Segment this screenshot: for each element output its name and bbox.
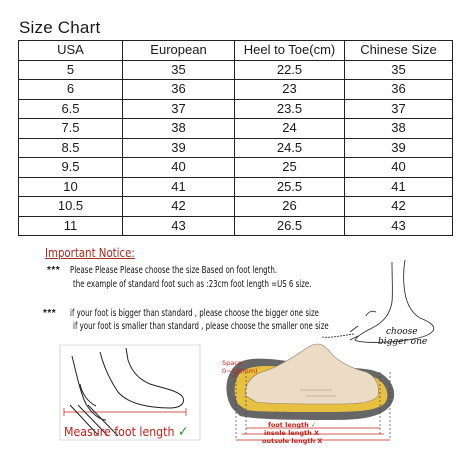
cell-heel-to-toe: 26.5 xyxy=(235,216,345,236)
outsole-length-text: outsole length xyxy=(262,437,316,445)
foot-length-label xyxy=(268,421,317,429)
notice-line-4: if your foot is smaller than standard , please choose the smaller one size xyxy=(73,321,329,332)
outsole-length-label xyxy=(262,437,322,445)
measure-foot-text: Measure foot length xyxy=(64,424,175,439)
cell-usa: 8.5 xyxy=(19,138,123,158)
cell-heel-to-toe: 24.5 xyxy=(235,138,345,158)
cell-usa: 7.5 xyxy=(19,119,123,139)
cell-usa: 5 xyxy=(19,60,123,80)
notice-line-1: Please Please Please choose the size Based on foot length. xyxy=(70,265,278,276)
cell-heel-to-toe: 25 xyxy=(235,158,345,178)
measure-foot-label xyxy=(64,424,188,440)
choose-note-line-2: bigger one xyxy=(378,337,428,347)
cell-usa: 9.5 xyxy=(19,158,123,178)
space-label-line-2: 0~15(mm) xyxy=(222,367,258,375)
cell-chinese: 38 xyxy=(345,119,453,139)
space-label-line-1: Space xyxy=(222,359,242,367)
cell-chinese: 41 xyxy=(345,177,453,197)
cell-heel-to-toe: 22.5 xyxy=(235,60,345,80)
bullet-marker: *** xyxy=(47,265,61,276)
cell-chinese: 36 xyxy=(345,80,453,100)
page-title: Size Chart xyxy=(19,18,101,37)
cell-heel-to-toe: 24 xyxy=(235,119,345,139)
bullet-marker: *** xyxy=(43,308,57,319)
cell-european: 43 xyxy=(123,216,235,236)
cell-european: 37 xyxy=(123,99,235,119)
cell-usa: 10.5 xyxy=(19,197,123,217)
cell-chinese: 40 xyxy=(345,158,453,178)
cell-heel-to-toe: 25.5 xyxy=(235,177,345,197)
cell-usa: 11 xyxy=(19,216,123,236)
header-european: European xyxy=(123,41,235,61)
cell-usa: 6.5 xyxy=(19,99,123,119)
cell-heel-to-toe: 23.5 xyxy=(235,99,345,119)
cell-chinese: 39 xyxy=(345,138,453,158)
cell-usa: 10 xyxy=(19,177,123,197)
insole-length-label xyxy=(264,429,319,437)
cell-european: 42 xyxy=(123,197,235,217)
notice-line-2: the example of standard foot such as :23cm foot length =US 6 size. xyxy=(73,279,312,290)
space-label xyxy=(222,359,258,375)
cell-chinese: 37 xyxy=(345,99,453,119)
cell-european: 38 xyxy=(123,119,235,139)
cell-usa: 6 xyxy=(19,80,123,100)
cell-european: 39 xyxy=(123,138,235,158)
cell-chinese: 43 xyxy=(345,216,453,236)
cell-european: 41 xyxy=(123,177,235,197)
cell-european: 40 xyxy=(123,158,235,178)
choose-note-line-1: choose xyxy=(386,327,418,337)
foot-length-text: foot length xyxy=(268,421,309,429)
notice-line-3: if your foot is bigger than standard , please choose the bigger one size xyxy=(70,308,319,319)
cross-icon: X xyxy=(317,437,323,445)
check-icon: ✓ xyxy=(311,421,317,429)
header-usa: USA xyxy=(19,41,123,61)
cell-european: 36 xyxy=(123,80,235,100)
foot-sketch-illustration xyxy=(322,260,434,342)
cell-chinese: 35 xyxy=(345,60,453,80)
check-icon: ✓ xyxy=(177,424,189,440)
header-heel-to-toe: Heel to Toe(cm) xyxy=(235,41,345,61)
cell-chinese: 42 xyxy=(345,197,453,217)
cell-european: 35 xyxy=(123,60,235,80)
notice-title: Important Notice: xyxy=(45,246,135,260)
cross-icon: X xyxy=(314,429,320,437)
cell-heel-to-toe: 23 xyxy=(235,80,345,100)
insole-length-text: insole length xyxy=(264,429,312,437)
cell-heel-to-toe: 26 xyxy=(235,197,345,217)
header-chinese-size: Chinese Size xyxy=(345,41,453,61)
